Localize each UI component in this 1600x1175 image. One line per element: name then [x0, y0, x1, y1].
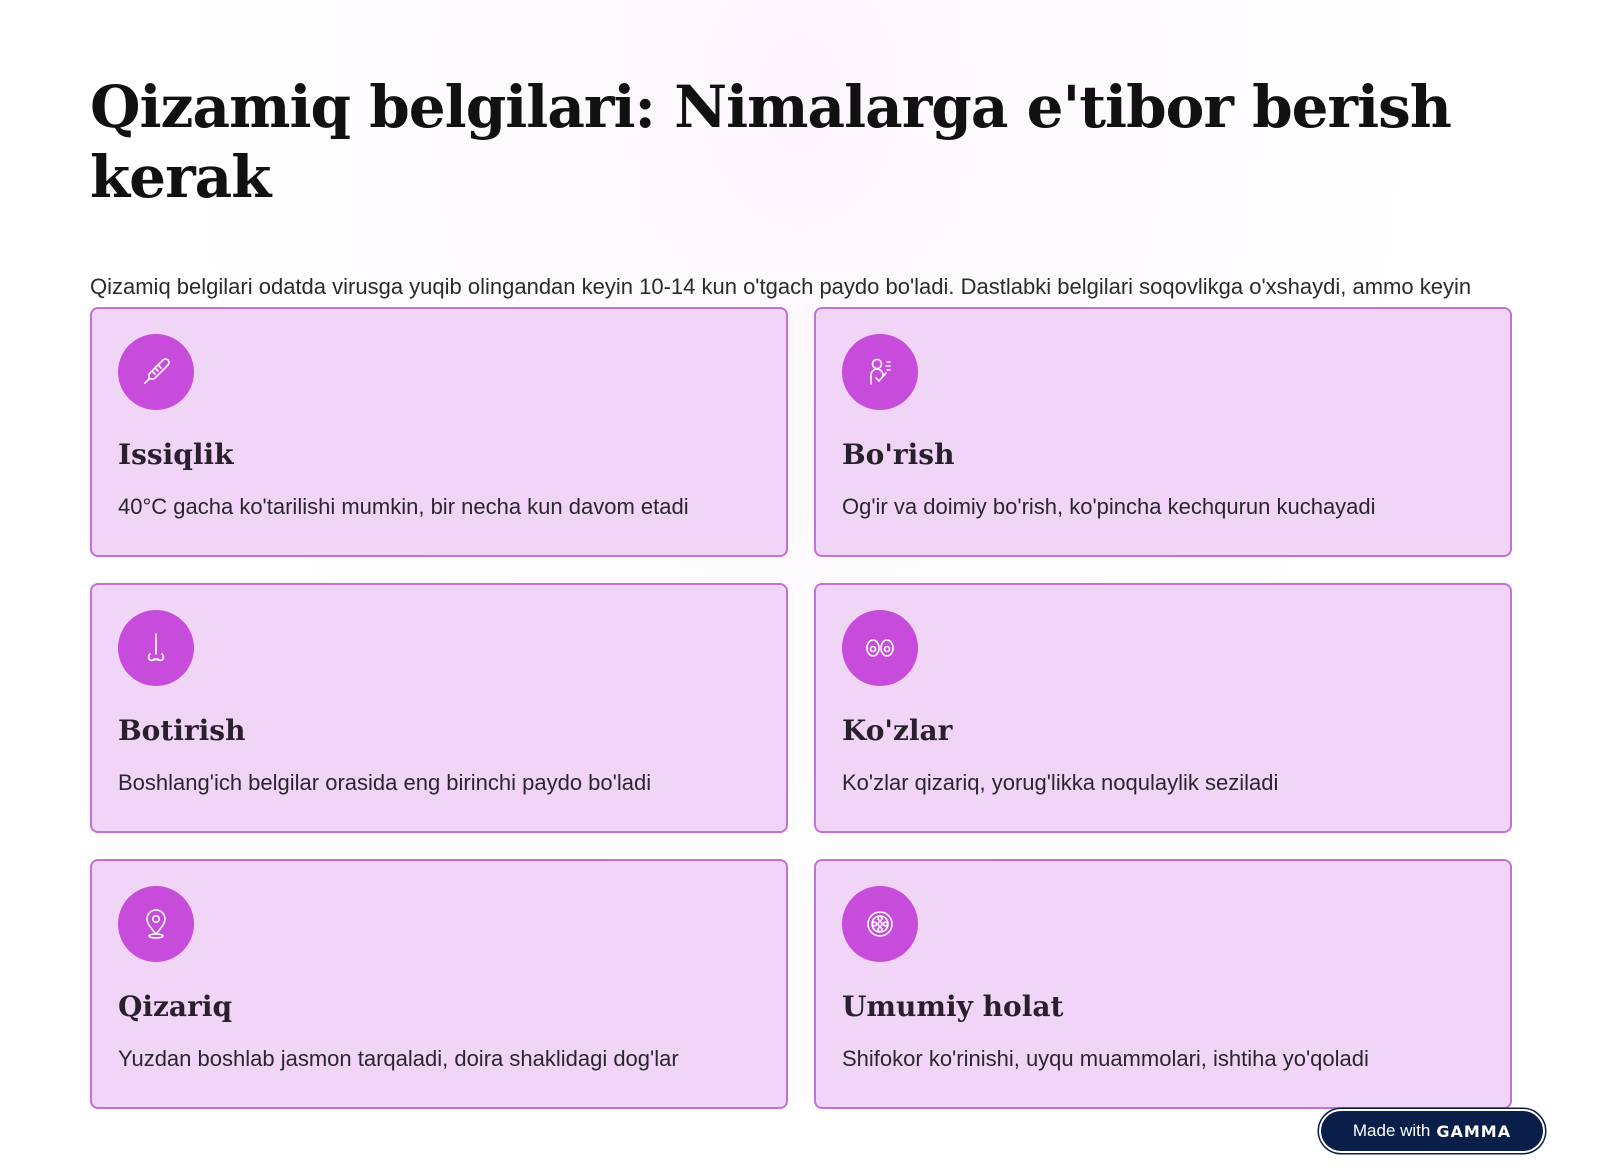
card-title: Issiqlik: [118, 438, 234, 471]
page-content: [90, 72, 1510, 1071]
card-title: Bo'rish: [842, 438, 955, 471]
symptom-cards-grid: [90, 307, 1512, 1109]
card-description: Og'ir va doimiy bo'rish, ko'pincha kechqurun kuchayadi: [842, 494, 1376, 519]
symptom-card-eyes: [814, 583, 1512, 833]
badge-prefix: Made with: [1352, 1121, 1431, 1140]
intro-paragraph: Qizamiq belgilari odatda virusga yuqib olingandan keyin 10-14 kun o'tgach paydo bo'ladi. Dastlabki belgilari soqovlikga o'xshaydi, ammo keyin: [90, 274, 1472, 299]
symptom-card-runny-nose: [90, 583, 788, 833]
coughing-person-icon: [842, 334, 918, 410]
symptom-card-fever: [90, 307, 788, 557]
nose-icon: [118, 610, 194, 686]
card-title: Umumiy holat: [842, 990, 1064, 1023]
card-title: Botirish: [118, 714, 246, 747]
thermometer-icon: [118, 334, 194, 410]
symptom-card-cough: [814, 307, 1512, 557]
card-title: Ko'zlar: [842, 714, 953, 747]
gamma-logo: GAMMA: [1436, 1121, 1512, 1141]
location-pin-icon: [118, 886, 194, 962]
card-title: Qizariq: [118, 990, 233, 1023]
symptom-card-rash: [90, 859, 788, 1109]
card-description: Yuzdan boshlab jasmon tarqaladi, doira shaklidagi dog'lar: [118, 1046, 679, 1071]
eyes-icon: [842, 610, 918, 686]
virus-cell-icon: [842, 886, 918, 962]
symptom-card-general-condition: [814, 859, 1512, 1109]
card-description: Shifokor ko'rinishi, uyqu muammolari, ishtiha yo'qoladi: [842, 1046, 1369, 1071]
page-title: Qizamiq belgilari: Nimalarga e'tibor berish kerak: [90, 73, 1451, 211]
card-description: 40°C gacha ko'tarilishi mumkin, bir necha kun davom etadi: [118, 494, 689, 519]
made-with-gamma-badge[interactable]: [1319, 1109, 1545, 1153]
card-description: Ko'zlar qizariq, yorug'likka noqulaylik seziladi: [842, 770, 1279, 795]
card-description: Boshlang'ich belgilar orasida eng birinchi paydo bo'ladi: [118, 770, 652, 795]
